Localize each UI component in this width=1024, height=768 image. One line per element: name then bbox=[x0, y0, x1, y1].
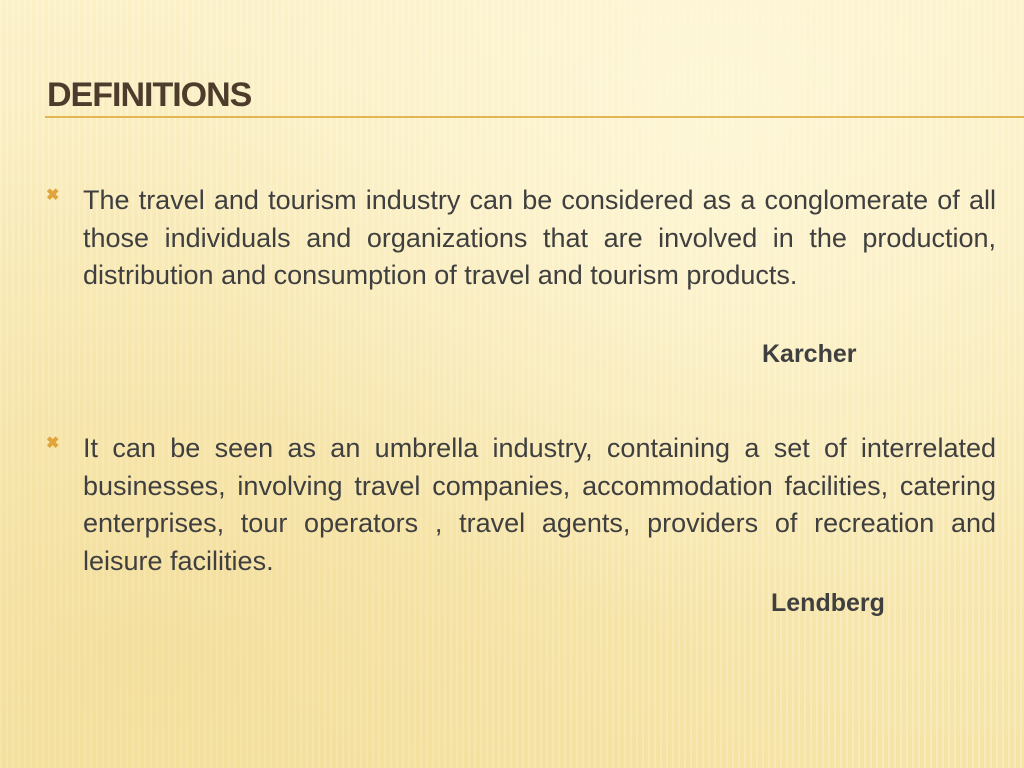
definition-bullet-1 bbox=[46, 182, 996, 295]
attribution-lendberg: Lendberg bbox=[771, 589, 885, 617]
definition-text-2: It can be seen as an umbrella industry, containing a set of interrelated businesses, involving travel companies, accommodation facilities, catering enterprises, tour operators , travel agents, providers of recreation and leisure facilities. bbox=[83, 433, 996, 576]
slide-title: DEFINITIONS bbox=[47, 76, 252, 114]
definition-bullet-2 bbox=[46, 430, 996, 580]
x-mark-icon: ✖ bbox=[46, 435, 60, 452]
title-underline bbox=[45, 116, 1024, 118]
x-mark-icon: ✖ bbox=[46, 187, 60, 204]
attribution-karcher: Karcher bbox=[762, 340, 857, 368]
definition-text-1: The travel and tourism industry can be considered as a conglomerate of all those individuals and organizations that are involved in the production, distribution and consumption of travel and tourism products. bbox=[83, 185, 996, 290]
